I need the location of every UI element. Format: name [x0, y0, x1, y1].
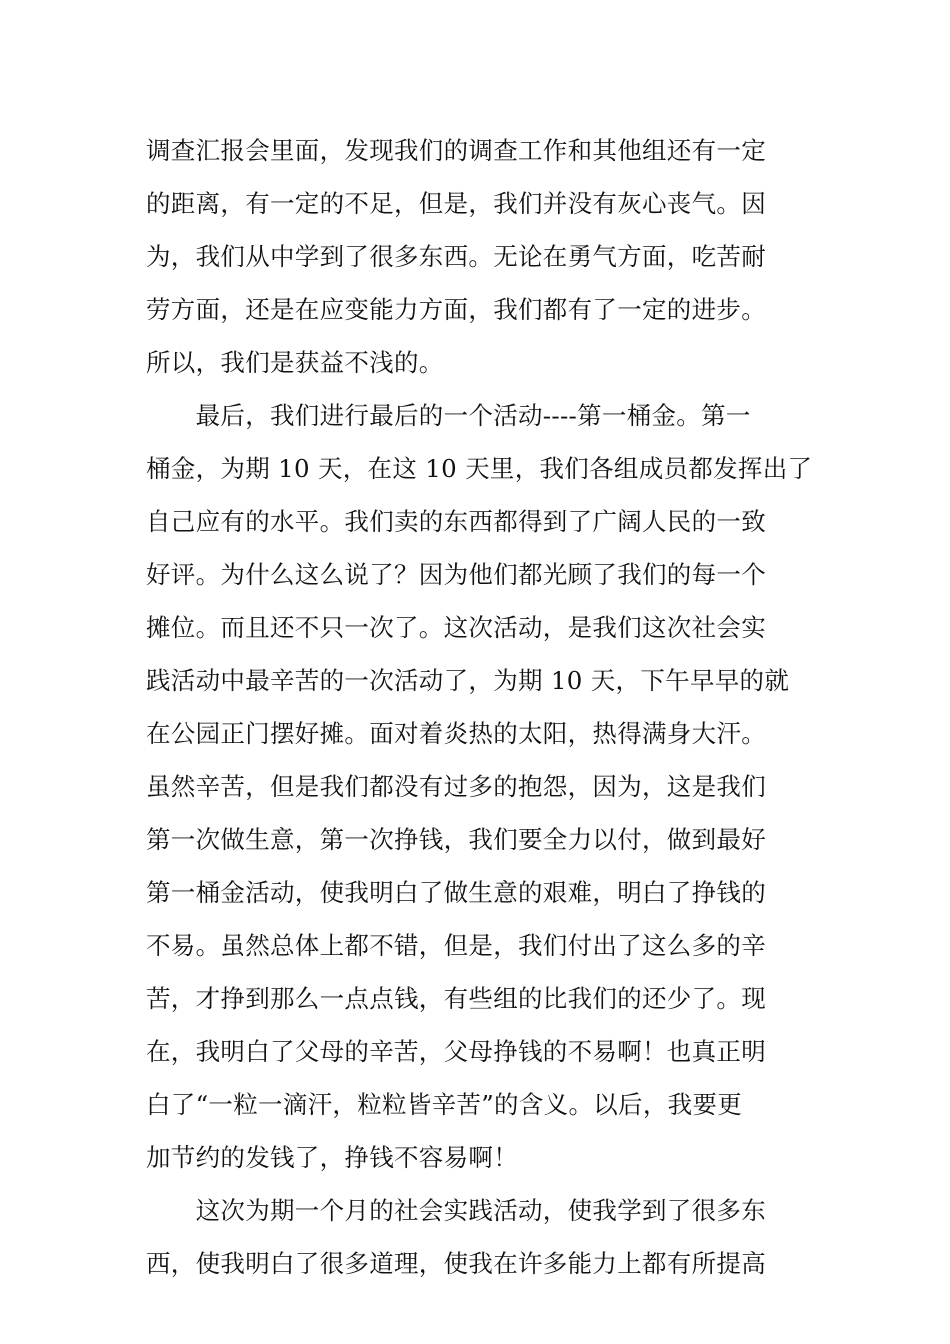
- text-line: 在公园正门摆好摊。面对着炎热的太阳，热得满身大汗。: [146, 719, 766, 748]
- text-line: 西，使我明白了很多道理，使我在许多能力上都有所提高: [146, 1249, 766, 1278]
- text-line: 白了“一粒一滴汗，粒粒皆辛苦”的含义。以后，我要更: [146, 1090, 743, 1119]
- text-line: 虽然辛苦，但是我们都没有过多的抱怨，因为，这是我们: [146, 772, 766, 801]
- text-line: 摊位。而且还不只一次了。这次活动，是我们这次社会实: [146, 613, 766, 642]
- text-line: 苦，才挣到那么一点点钱，有些组的比我们的还少了。现: [146, 984, 766, 1013]
- text-line: 的距离，有一定的不足，但是，我们并没有灰心丧气。因: [146, 189, 766, 218]
- text-line: 为，我们从中学到了很多东西。无论在勇气方面，吃苦耐: [146, 242, 766, 271]
- text-line: 第一桶金活动，使我明白了做生意的艰难，明白了挣钱的: [146, 878, 766, 907]
- text-line: 不易。虽然总体上都不错，但是，我们付出了这么多的辛: [146, 931, 766, 960]
- text-line: 劳方面，还是在应变能力方面，我们都有了一定的进步。: [146, 295, 766, 324]
- text-line: 践活动中最辛苦的一次活动了，为期 10 天，下午早早的就: [146, 666, 790, 695]
- text-line: 所以，我们是获益不浅的。: [146, 348, 444, 377]
- text-line: 自己应有的水平。我们卖的东西都得到了广阔人民的一致: [146, 507, 766, 536]
- text-line: 在，我明白了父母的辛苦，父母挣钱的不易啊！也真正明: [146, 1037, 766, 1066]
- text-line: 调查汇报会里面，发现我们的调查工作和其他组还有一定: [146, 136, 766, 165]
- text-line: 桶金，为期 10 天，在这 10 天里，我们各组成员都发挥出了: [146, 454, 813, 483]
- paragraph-start-line: 最后，我们进行最后的一个活动----第一桶金。第一: [146, 401, 751, 430]
- text-line: 第一次做生意，第一次挣钱，我们要全力以付，做到最好: [146, 825, 766, 854]
- text-line: 好评。为什么这么说了？因为他们都光顾了我们的每一个: [146, 560, 766, 589]
- text-line: 加节约的发钱了，挣钱不容易啊！: [146, 1143, 518, 1172]
- body-text: [146, 124, 813, 1290]
- paragraph-start-line: 这次为期一个月的社会实践活动，使我学到了很多东: [146, 1196, 766, 1225]
